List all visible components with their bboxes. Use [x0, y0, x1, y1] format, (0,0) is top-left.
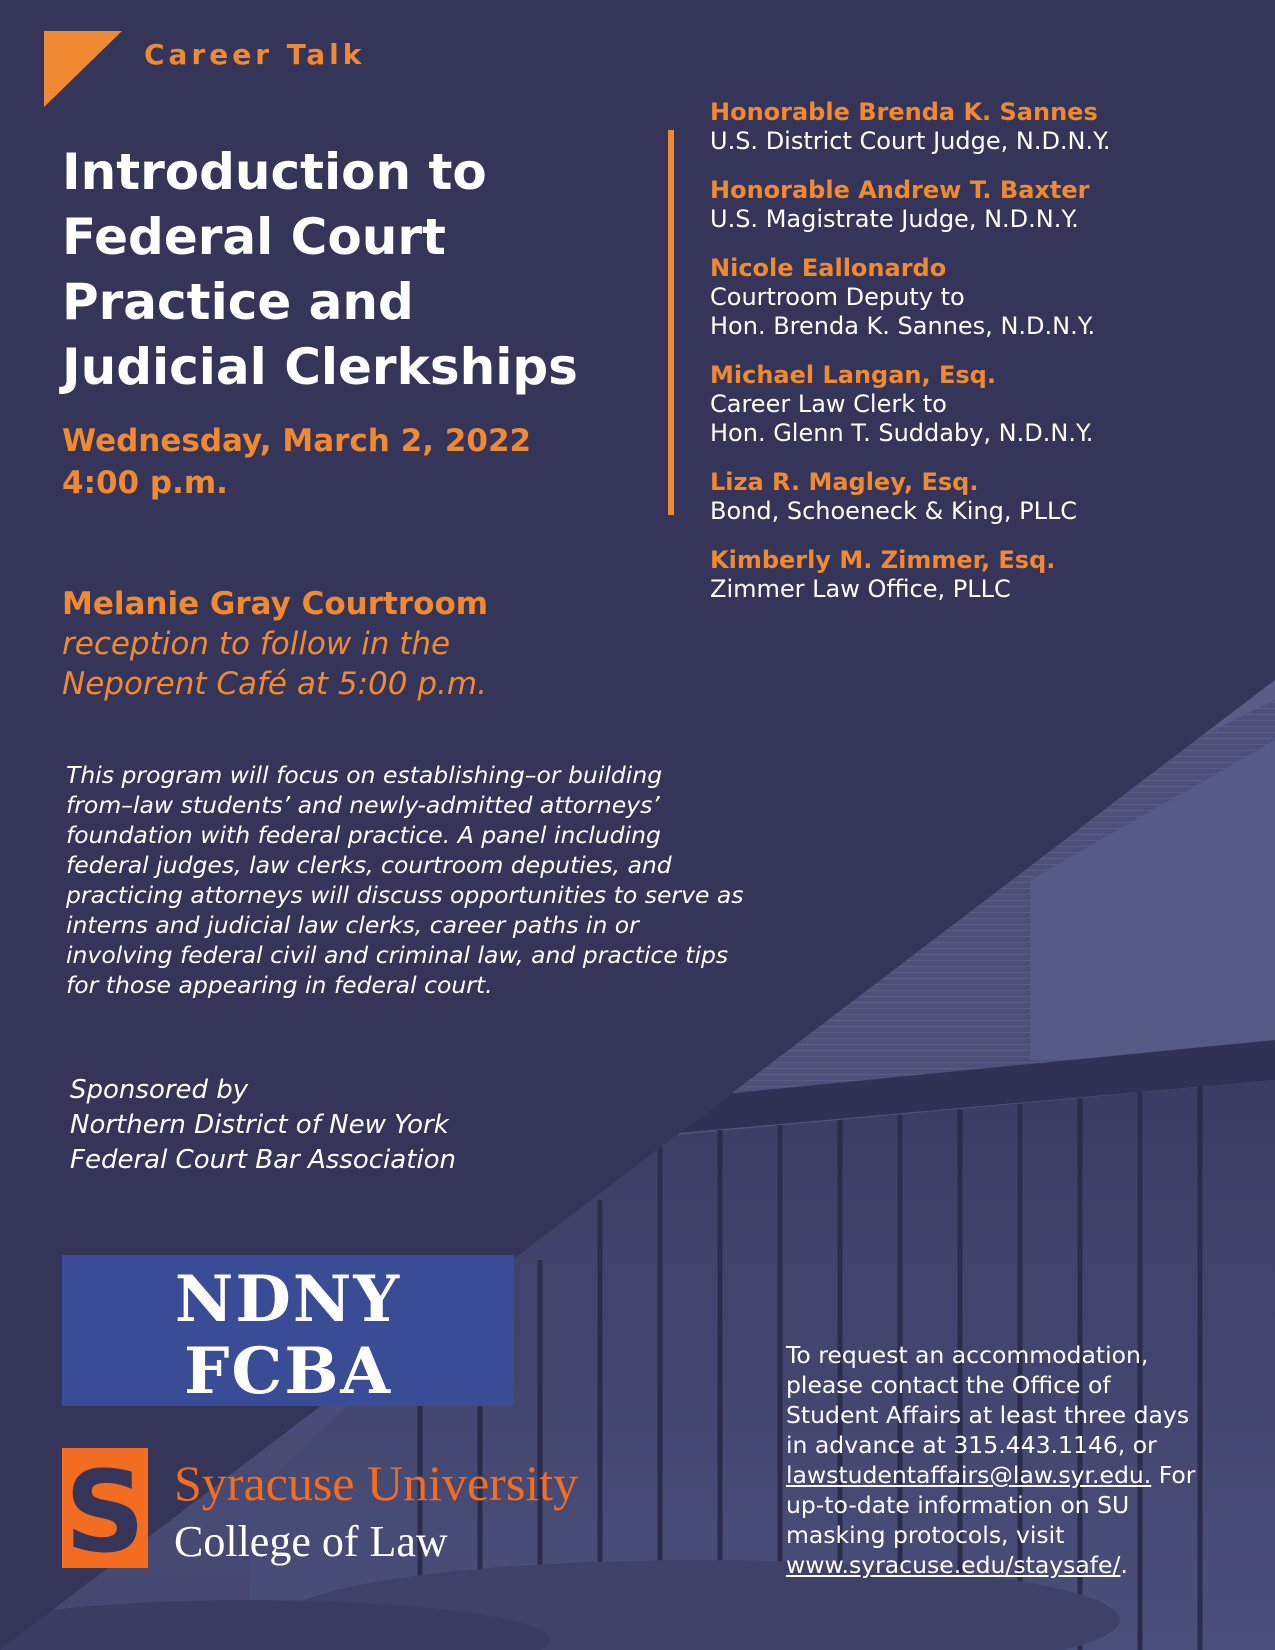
speaker-role: U.S. Magistrate Judge, N.D.N.Y. — [710, 205, 1079, 233]
event-date: Wednesday, March 2, 2022 — [62, 423, 532, 459]
event-title — [62, 140, 662, 400]
accommodation-line — [786, 1460, 1256, 1490]
accommodation-text: . — [1120, 1551, 1128, 1579]
ndny-logo-line2: FCBA — [183, 1334, 393, 1406]
speaker-item — [710, 254, 1250, 341]
accommodation-line: up-to-date information on SU — [786, 1491, 1130, 1519]
reception-note: reception to follow in the — [62, 626, 451, 662]
speaker-item — [710, 468, 1250, 526]
description-line: This program will focus on establishing–or building — [66, 761, 663, 789]
program-description — [66, 760, 826, 1000]
description-line: from–law students’ and newly-admitted attorneys’ — [66, 791, 660, 819]
staysafe-link[interactable]: www.syracuse.edu/staysafe/ — [786, 1551, 1121, 1579]
speaker-role: Bond, Schoeneck & King, PLLC — [710, 497, 1078, 525]
accommodation-text: For — [1151, 1461, 1196, 1489]
title-line: Federal Court — [62, 208, 446, 266]
speaker-name: Liza R. Magley, Esq. — [710, 468, 979, 496]
college-of-law-wordmark: College of Law — [174, 1517, 448, 1566]
accommodation-line — [786, 1550, 1256, 1580]
email-link[interactable]: lawstudentaffairs@law.syr.edu. — [786, 1461, 1152, 1489]
speaker-name: Honorable Brenda K. Sannes — [710, 98, 1098, 126]
speaker-divider — [668, 130, 674, 515]
speaker-role: Career Law Clerk to — [710, 390, 947, 418]
speaker-item — [710, 361, 1250, 448]
speaker-name: Nicole Eallonardo — [710, 254, 947, 282]
description-line: involving federal civil and criminal law, and practice tips — [66, 941, 729, 969]
speaker-role: Zimmer Law Office, PLLC — [710, 575, 1011, 603]
sponsor-line: Northern District of New York — [70, 1110, 449, 1140]
speaker-role: Courtroom Deputy to — [710, 283, 965, 311]
speaker-item — [710, 546, 1250, 604]
speaker-role: U.S. District Court Judge, N.D.N.Y. — [710, 127, 1111, 155]
ndny-logo-line1: NDNY — [174, 1262, 402, 1337]
speaker-item — [710, 176, 1250, 234]
sponsor-block — [70, 1073, 456, 1178]
event-type-label: Career Talk — [144, 38, 366, 71]
event-venue — [62, 584, 488, 704]
description-line: foundation with federal practice. A panel including — [66, 821, 661, 849]
venue-name: Melanie Gray Courtroom — [62, 586, 489, 622]
corner-triangle — [44, 31, 122, 109]
accommodation-line: please contact the Office of — [786, 1371, 1111, 1399]
speaker-list — [710, 98, 1250, 624]
description-line: interns and judicial law clerks, career paths in or — [66, 911, 639, 939]
reception-note: Neporent Café at 5:00 p.m. — [62, 666, 487, 702]
description-line: federal judges, law clerks, courtroom deputies, and — [66, 851, 672, 879]
speaker-role: Hon. Brenda K. Sannes, N.D.N.Y. — [710, 312, 1096, 340]
speaker-name: Kimberly M. Zimmer, Esq. — [710, 546, 1056, 574]
sponsor-line: Sponsored by — [70, 1075, 249, 1105]
title-line: Introduction to — [62, 143, 487, 201]
su-block-s: S — [64, 1448, 146, 1573]
event-time: 4:00 p.m. — [62, 465, 228, 501]
title-line: Judicial Clerkships — [62, 338, 578, 396]
accommodation-line: masking protocols, visit — [786, 1521, 1065, 1549]
description-line: for those appearing in federal court. — [66, 971, 493, 999]
title-line: Practice and — [62, 273, 414, 331]
accommodation-line: in advance at 315.443.1146, or — [786, 1431, 1157, 1459]
su-wordmark: Syracuse University — [174, 1455, 579, 1511]
speaker-name: Michael Langan, Esq. — [710, 361, 996, 389]
ndny-fcba-logo — [62, 1255, 514, 1406]
sponsor-line: Federal Court Bar Association — [70, 1145, 457, 1175]
accommodation-line: Student Affairs at least three days — [786, 1401, 1190, 1429]
accommodation-line: To request an accommodation, — [786, 1341, 1149, 1369]
speaker-item — [710, 98, 1250, 156]
speaker-name: Honorable Andrew T. Baxter — [710, 176, 1090, 204]
accommodation-notice — [786, 1340, 1256, 1580]
syracuse-law-logo — [62, 1448, 682, 1573]
event-date-time — [62, 420, 531, 504]
speaker-role: Hon. Glenn T. Suddaby, N.D.N.Y. — [710, 419, 1094, 447]
description-line: practicing attorneys will discuss opportunities to serve as — [66, 881, 744, 909]
